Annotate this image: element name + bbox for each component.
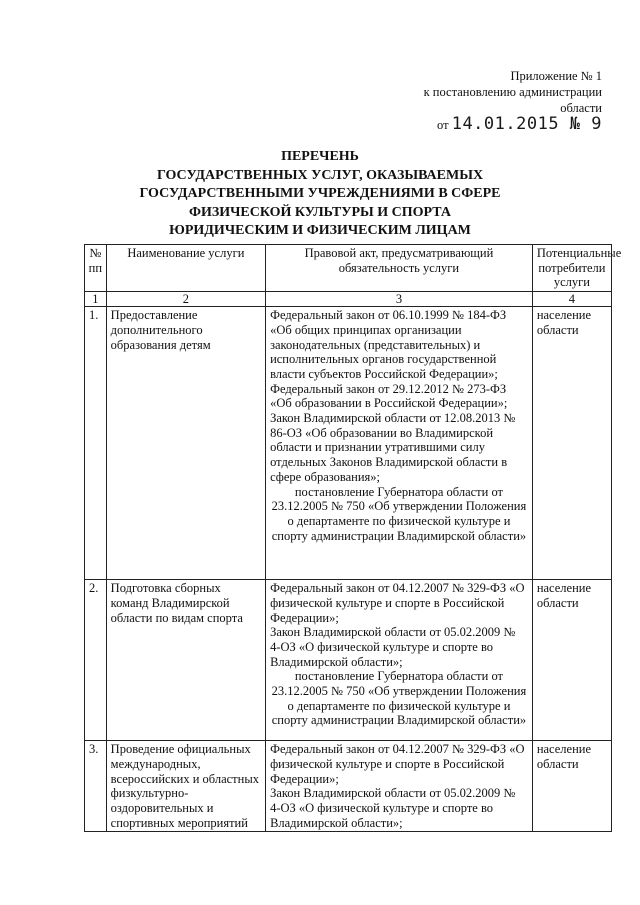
- table-header-row: [85, 245, 612, 292]
- appendix-title: Приложение № 1: [510, 69, 602, 83]
- handwritten-date-number: 14.01.2015 № 9: [451, 114, 602, 134]
- consumers: население области: [532, 307, 611, 580]
- title-line-1: ПЕРЕЧЕНЬ: [281, 149, 359, 164]
- index-cell: 3: [266, 292, 533, 307]
- legal-acts: [266, 580, 533, 741]
- legal-acts: [266, 741, 533, 832]
- legal-act-item: Федеральный закон от 06.10.1999 № 184-ФЗ «Об общих принципах организации законодательных (представительных) и исполнительных органов государственной власти субъектов Российской Федерации»;: [270, 308, 507, 381]
- table-row: [85, 741, 612, 832]
- legal-act-item: Федеральный закон от 04.12.2007 № 329-ФЗ «О физической культуре и спорте в Российской Федерации»;: [270, 742, 525, 786]
- service-name: Предоставление дополнительного образования детям: [106, 307, 265, 580]
- appendix-date-line: [424, 116, 602, 133]
- header-service-name: Наименование услуги: [106, 245, 265, 292]
- service-name: Проведение официальных международных, всероссийских и областных физкультурно-оздоровительных и спортивных мероприятий: [106, 741, 265, 832]
- title-line-3: ГОСУДАРСТВЕННЫМИ УЧРЕЖДЕНИЯМИ В СФЕРЕ: [139, 186, 501, 201]
- row-number: 1.: [85, 307, 107, 580]
- title-line-5: ЮРИДИЧЕСКИМ И ФИЗИЧЕСКИМ ЛИЦАМ: [169, 223, 471, 238]
- table-row: [85, 580, 612, 741]
- services-table: [84, 244, 622, 832]
- title-line-4: ФИЗИЧЕСКОЙ КУЛЬТУРЫ И СПОРТА: [188, 204, 452, 220]
- legal-act-item: Закон Владимирской области от 05.02.2009 № 4-ОЗ «О физической культуре и спорте во Владимирской области»;: [270, 786, 516, 830]
- header-num: № пп: [85, 245, 107, 292]
- legal-act-item: постановление Губернатора области от 23.12.2005 № 750 «Об утверждении Положения о департаменте по физической культуре и спорту администрации Владимирской области»: [271, 669, 527, 728]
- table-row: [85, 307, 612, 580]
- legal-act-item: Закон Владимирской области от 12.08.2013 № 86-ОЗ «Об образовании во Владимирской области и признании утратившими силу отдельных Законов Владимирской области в сфере образования»;: [270, 411, 516, 484]
- date-prefix: от: [437, 118, 449, 132]
- index-cell: 4: [532, 292, 611, 307]
- legal-act-item: постановление Губернатора области от 23.12.2005 № 750 «Об утверждении Положения о департаменте по физической культуре и спорту администрации Владимирской области»: [271, 484, 527, 543]
- index-cell: 2: [106, 292, 265, 307]
- appendix-reference: к постановлению администрации: [423, 85, 602, 99]
- consumers: население области: [532, 741, 611, 832]
- header-legal-act: Правовой акт, предусматривающий обязательность услуги: [266, 245, 533, 292]
- legal-act-item: Закон Владимирской области от 05.02.2009 № 4-ОЗ «О физической культуре и спорте во Владимирской области»;: [270, 625, 516, 669]
- legal-act-item: Федеральный закон от 29.12.2012 № 273-ФЗ «Об образовании в Российской Федерации»;: [270, 381, 508, 411]
- row-number: 2.: [85, 580, 107, 741]
- consumers: население области: [532, 580, 611, 741]
- appendix-block: [424, 68, 602, 133]
- table-index-row: [85, 292, 612, 307]
- row-number: 3.: [85, 741, 107, 832]
- header-consumers: Потенциальные потребители услуги: [532, 245, 611, 292]
- legal-act-item: Федеральный закон от 04.12.2007 № 329-ФЗ «О физической культуре и спорте в Российской Федерации»;: [270, 581, 525, 625]
- legal-acts: [266, 307, 533, 580]
- document-title: [90, 148, 550, 241]
- service-name: Подготовка сборных команд Владимирской области по видам спорта: [106, 580, 265, 741]
- index-cell: 1: [85, 292, 107, 307]
- title-line-2: ГОСУДАРСТВЕННЫХ УСЛУГ, ОКАЗЫВАЕМЫХ: [156, 167, 484, 183]
- appendix-reference-cont: области: [560, 101, 602, 115]
